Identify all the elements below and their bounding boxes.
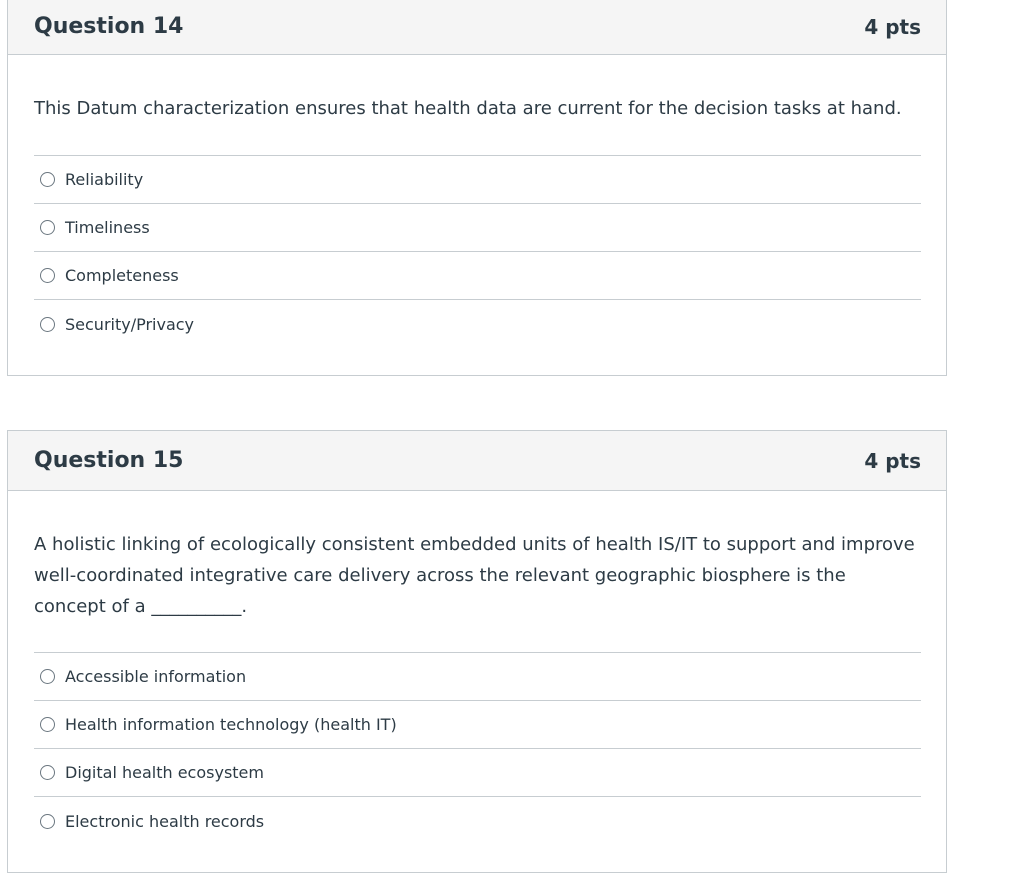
question-body (8, 55, 946, 348)
radio-button[interactable] (40, 717, 55, 732)
answer-option-electronic-health-records[interactable] (34, 797, 921, 845)
question-header (8, 431, 946, 491)
radio-button[interactable] (40, 172, 55, 187)
radio-button[interactable] (40, 669, 55, 684)
question-points: 4 pts (864, 448, 921, 473)
answer-label[interactable]: Reliability (65, 170, 144, 189)
question-header (8, 0, 946, 55)
question-title: Question 14 (34, 14, 184, 39)
radio-button[interactable] (40, 220, 55, 235)
radio-button[interactable] (40, 268, 55, 283)
radio-button[interactable] (40, 317, 55, 332)
radio-button[interactable] (40, 814, 55, 829)
answer-option-security-privacy[interactable] (34, 300, 921, 348)
answer-label[interactable]: Completeness (65, 266, 179, 285)
answer-label[interactable]: Timeliness (65, 218, 150, 237)
question-14-card (7, 0, 947, 376)
question-body (8, 491, 946, 845)
answer-label[interactable]: Accessible information (65, 667, 247, 686)
answer-label[interactable]: Health information technology (health IT) (65, 715, 397, 734)
answer-label[interactable]: Digital health ecosystem (65, 763, 264, 782)
answer-list (34, 652, 921, 845)
answer-option-timeliness[interactable] (34, 204, 921, 252)
question-title: Question 15 (34, 448, 184, 473)
question-text: A holistic linking of ecologically consistent embedded units of health IS/IT to support and improve well-coordinated integrative care delivery across the relevant geographic biosphere is the concept of a __________. (34, 534, 915, 617)
question-points: 4 pts (864, 14, 921, 39)
answer-option-health-it[interactable] (34, 701, 921, 749)
answer-list (34, 155, 921, 348)
question-15-card (7, 430, 947, 873)
answer-option-digital-health-ecosystem[interactable] (34, 749, 921, 797)
answer-label[interactable]: Electronic health records (65, 811, 265, 831)
answer-option-reliability[interactable] (34, 156, 921, 204)
question-text: This Datum characterization ensures that health data are current for the decision tasks at hand. (34, 98, 902, 119)
answer-label[interactable]: Security/Privacy (65, 314, 195, 334)
answer-option-accessible-information[interactable] (34, 653, 921, 701)
radio-button[interactable] (40, 765, 55, 780)
answer-option-completeness[interactable] (34, 252, 921, 300)
